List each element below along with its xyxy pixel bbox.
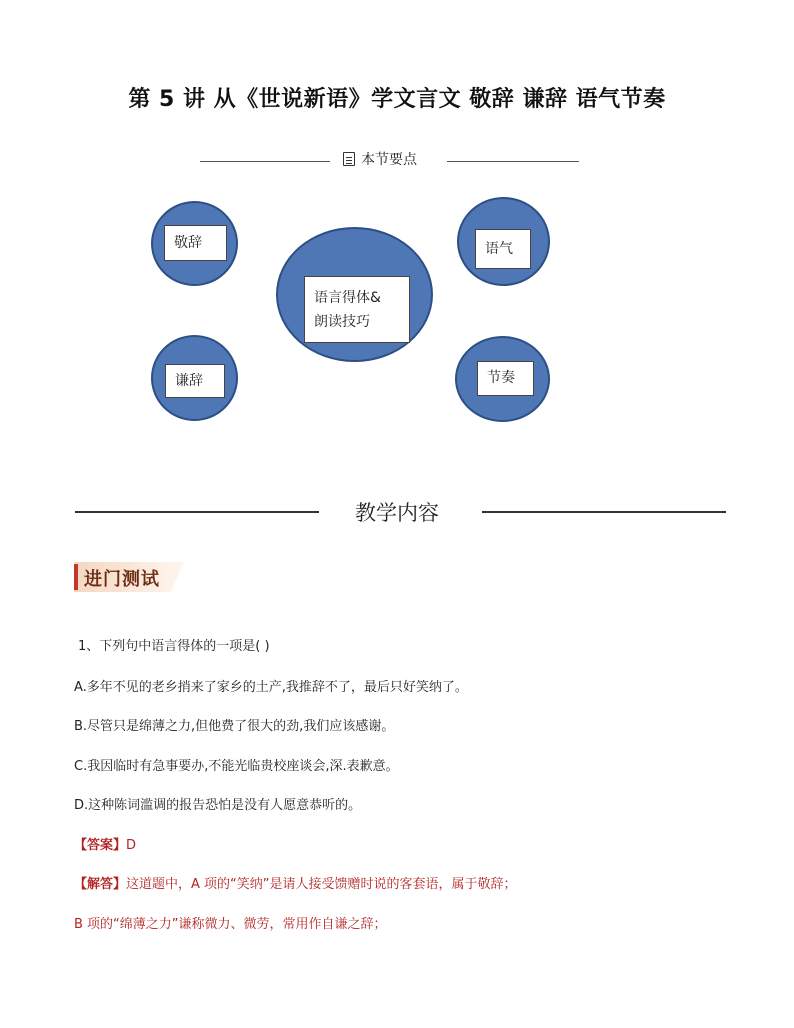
node-tone: 语气 [475, 229, 531, 269]
tag-label: 进门测试 [84, 569, 160, 590]
center-line-1: 语言得体& [314, 290, 381, 306]
option-b: B.尽管只是绵薄之力,但他费了很大的劲,我们应该感谢。 [74, 719, 395, 734]
node-center [304, 276, 410, 343]
entrance-test-tag [74, 562, 184, 592]
analysis-line-2: B 项的“绵薄之力”谦称微力、微劳，常用作自谦之辞； [74, 917, 387, 932]
node-honorific: 敬辞 [164, 225, 227, 261]
answer-label: 【答案】 [74, 838, 127, 853]
option-a: A.多年不见的老乡捎来了家乡的土产,我推辞不了，最后只好笑纳了。 [74, 680, 468, 695]
section-title: 教学内容 [355, 501, 439, 525]
mind-map-diagram [0, 0, 794, 440]
answer-line [74, 834, 136, 853]
answer-value: D [126, 838, 137, 853]
center-line-2: 朗读技巧 [314, 314, 370, 330]
tag-accent-bar [74, 564, 78, 590]
section-divider-right [482, 511, 726, 513]
question-stem: 1、下列句中语言得体的一项是( ) [78, 639, 270, 654]
analysis-label: 【解答】 [74, 877, 127, 892]
analysis-text-1: 这道题中，A 项的“笑纳”是请人接受馈赠时说的客套语，属于敬辞； [126, 877, 517, 892]
node-humble: 谦辞 [165, 364, 225, 398]
page-title: 第 5 讲 从《世说新语》学文言文 敬辞 谦辞 语气节奏 [128, 87, 666, 112]
option-d: D.这种陈词滥调的报告恐怕是没有人愿意恭听的。 [74, 798, 362, 813]
key-points-label: 本节要点 [361, 152, 417, 168]
analysis-line-1 [74, 873, 517, 892]
node-rhythm: 节奏 [477, 361, 534, 396]
option-c: C.我因临时有急事要办,不能光临贵校座谈会,深.表歉意。 [74, 759, 399, 774]
